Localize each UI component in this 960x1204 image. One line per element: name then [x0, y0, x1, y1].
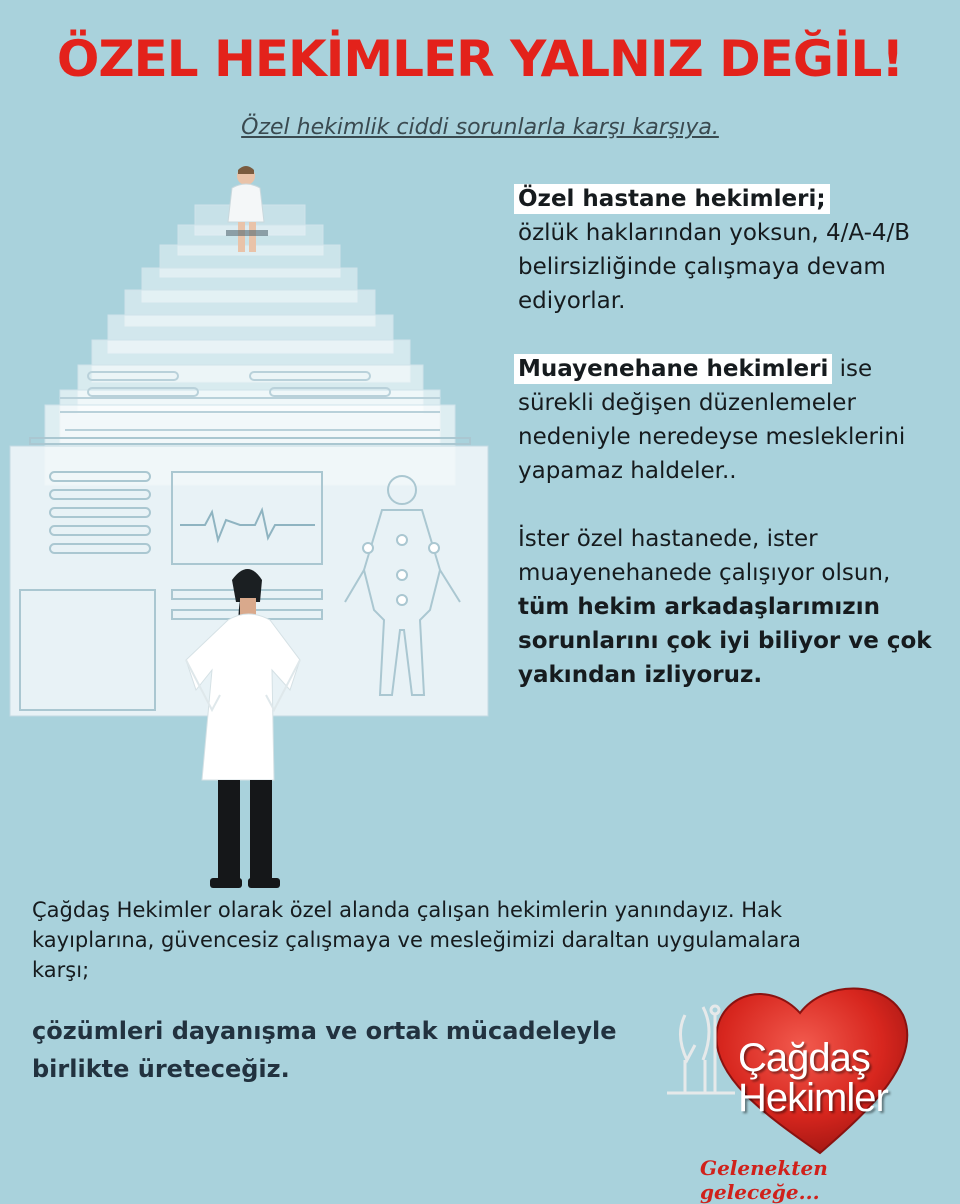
support-section [518, 522, 948, 692]
medical-records-illustration [0, 150, 500, 900]
hospital-body: özlük haklarından yoksun, 4/A-4/B belirsizliğinde çalışmaya devam ediyorlar. [518, 220, 911, 314]
logo-line-1: Çağdaş [738, 1036, 870, 1080]
hospital-section [518, 182, 948, 318]
support-intro: İster özel hastanede, ister muayenehanede çalışıyor olsun, [518, 526, 891, 586]
support-emphasis: tüm hekim arkadaşlarımızın sorunlarını çok iyi biliyor ve çok yakından izliyoruz. [518, 594, 932, 688]
logo-line-2: Hekimler [738, 1076, 888, 1120]
footer-statement: Çağdaş Hekimler olarak özel alanda çalışan hekimlerin yanındayız. Hak kayıplarına, güvencesiz çalışmaya ve mesleğimizi daraltan uygulamalara karşı; [32, 898, 801, 982]
clinic-body: ise sürekli değişen düzenlemeler nedeniyle neredeyse mesleklerini yapamaz haldeler.. [518, 356, 906, 484]
main-message [518, 182, 948, 726]
logo-slogan: Gelenekten geleceğe... [700, 1156, 828, 1204]
clinic-section [518, 352, 948, 488]
hospital-heading: Özel hastane hekimleri; [514, 184, 830, 214]
footer-closing: çözümleri dayanışma ve ortak mücadeleyle birlikte üreteceğiz. [32, 1017, 617, 1083]
logo-wordmark [738, 1038, 928, 1118]
clinic-heading: Muayenehane hekimleri [514, 354, 832, 384]
page-subtitle: Özel hekimlik ciddi sorunlarla karşı karşıya. [241, 115, 719, 140]
page-title: ÖZEL HEKİMLER YALNIZ DEĞİL! [56, 30, 904, 88]
